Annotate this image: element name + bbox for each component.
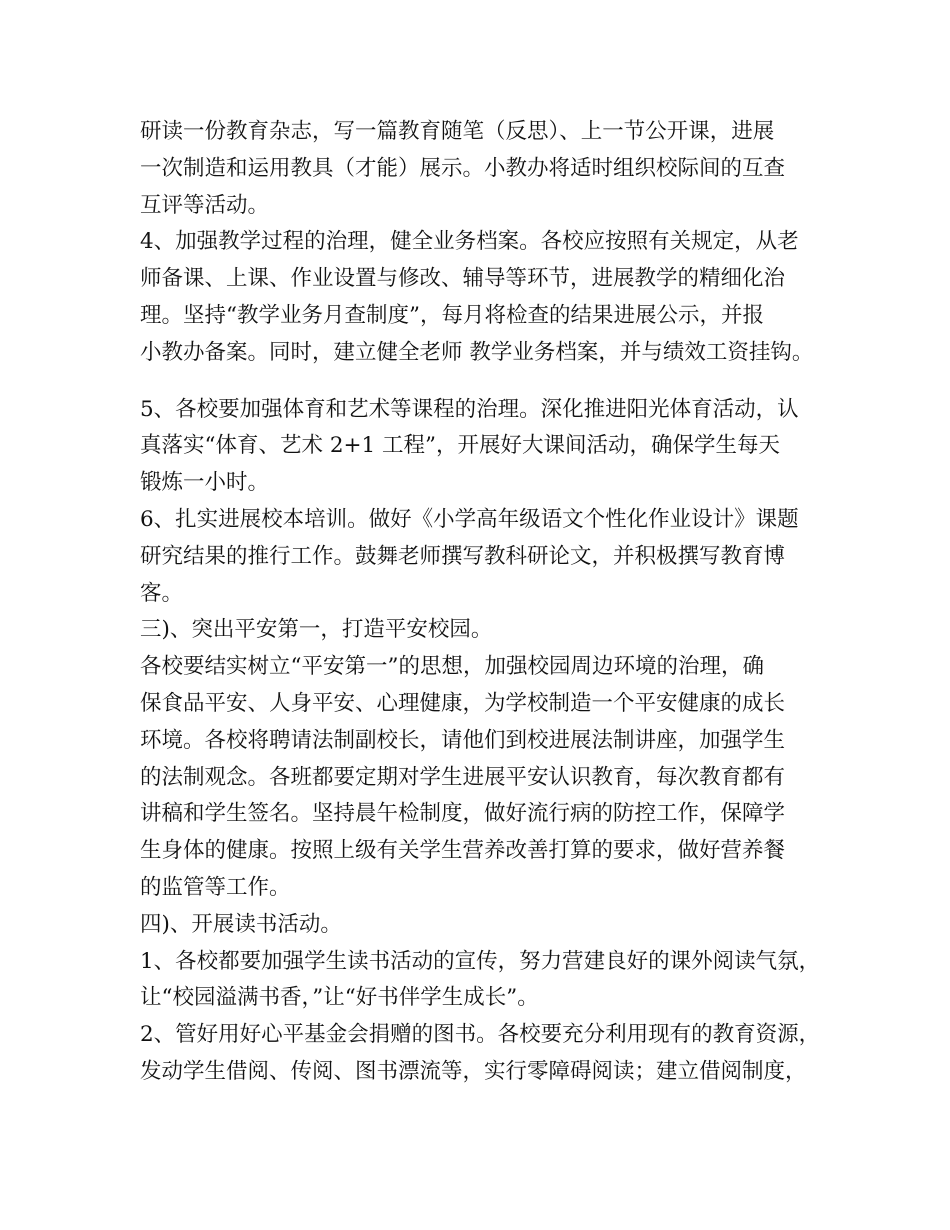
text-line: 三)、突出平安第一，打造平安校园。	[140, 617, 493, 643]
text-line: 6、扎实进展校本培训。做好《小学高年级语文个性化作业设计》课题	[140, 506, 799, 532]
text-line: 研读一份教育杂志，写一篇教育随笔（反思）、上一节公开课，进展	[140, 119, 775, 144]
document-body	[140, 114, 840, 1091]
text-line: 发动学生借阅、传阅、图书漂流等，实行零障碍阅读；建立借阅制度，	[140, 1058, 807, 1084]
text-line: 生身体的健康。按照上级有关学生营养改善打算的要求，做好营养餐	[140, 838, 786, 864]
text-line: 讲稿和学生签名。坚持晨午检制度，做好流行病的防控工作，保障学	[140, 801, 786, 827]
text-line: 5、各校要加强体育和艺术等课程的治理。深化推进阳光体育活动，认	[140, 396, 799, 422]
text-line: 4、加强教学过程的治理，健全业务档案。各校应按照有关规定，从老	[140, 229, 799, 255]
text-line: 锻炼一小时。	[140, 470, 270, 496]
text-line: 保食品平安、人身平安、心理健康，为学校制造一个平安健康的成长	[140, 690, 786, 716]
paragraph-gap	[140, 372, 840, 392]
text-line: 客。	[140, 580, 184, 606]
text-line: 理。坚持“教学业务月查制度”，每月将检查的结果进展公示，并报	[140, 302, 764, 328]
text-line: 环境。各校将聘请法制副校长，请他们到校进展法制讲座，加强学生	[140, 727, 786, 753]
text-line: 2、管好用好心平基金会捐赠的图书。各校要充分利用现有的教育资源，	[140, 1022, 821, 1048]
text-line: 一次制造和运用教具（才能）展示。小教办将适时组织校际间的互查	[140, 155, 786, 181]
text-line: 小教办备案。同时，建立健全老师 教学业务档案，并与绩效工资挂钩。	[140, 339, 814, 365]
text-line: 师备课、上课、作业设置与修改、辅导等环节，进展教学的精细化治	[140, 266, 786, 292]
text-line: 让“校园溢满书香，”让“好书伴学生成长”。	[140, 985, 539, 1011]
text-line: 研究结果的推行工作。鼓舞老师撰写教科研论文，并积极撰写教育博	[140, 543, 786, 569]
text-line: 1、各校都要加强学生读书活动的宣传，努力营建良好的课外阅读气氛，	[140, 948, 821, 974]
text-line: 互评等活动。	[140, 192, 270, 218]
text-line: 四)、开展读书活动。	[140, 911, 342, 937]
text-line: 的监管等工作。	[140, 874, 291, 900]
text-line: 的法制观念。各班都要定期对学生进展平安认识教育，每次教育都有	[140, 764, 786, 790]
text-line: 真落实“体育、艺术 2+1 工程”，开展好大课间活动，确保学生每天	[140, 433, 781, 459]
text-line: 各校要结实树立“平安第一”的思想，加强校园周边环境的治理，确	[140, 654, 764, 680]
